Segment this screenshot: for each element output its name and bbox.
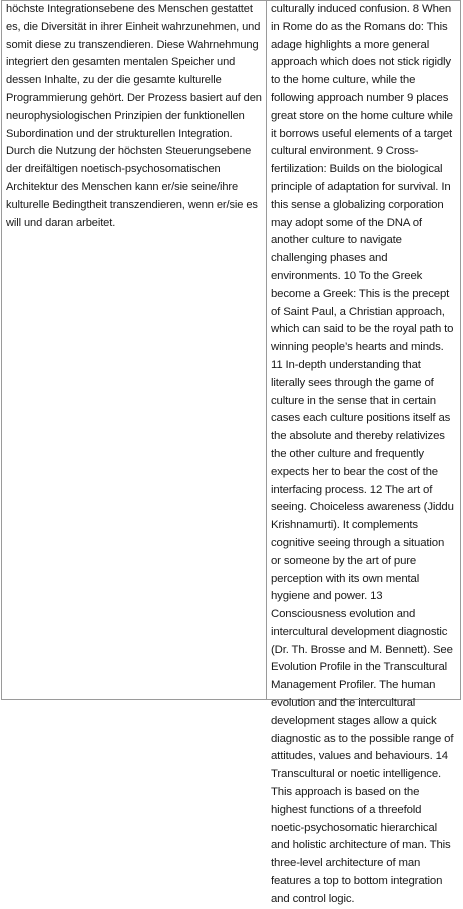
table-cell-right xyxy=(267,1,460,905)
left-cell-text: höchste Integrationsebene des Menschen gestattet es, die Diversität in ihrer Einheit wahrzunehmen, und somit diese zu transzendieren. Diese Wahrnehmung integriert den gesamten mentalen Speicher und dessen Inhalte, zu der die gesamte kulturelle Programmierung gehört. Der Prozess basiert auf den neurophysiologischen Prinzipien der funktionellen Subordination und der strukturellen Integration. Durch die Nutzung der höchsten Steuerungsebene der dreifältigen noetisch-psychosomatischen Architektur des Menschen kann er/sie seine/ihre kulturelle Bedingtheit transzendieren, wenn er/sie es will und daran arbeitet. xyxy=(6,3,262,229)
table-cell-left xyxy=(2,1,267,699)
right-cell-text: culturally induced confusion. 8 When in Rome do as the Romans do: This adage highlights a more general approach which does not stick rigidly to the home culture, while the following approach number 9 places great store on the home culture while it borrows useful elements of a target cultural environment. 9 Cross-fertilization: Builds on the biological principle of adaptation for survival. In this sense a globalizing corporation may adopt some of the DNA of another culture to navigate challenging phases and environments. 10 To the Greek become a Greek: This is the precept of Saint Paul, a Christian approach, which can said to be the royal path to winning people’s hearts and minds. 11 In-depth understanding that literally sees through the game of culture in the sense that in certain cases each culture positions itself as the absolute and thereby relativizes the other culture and frequently expects her to bear the cost of the interfacing process. 12 The art of seeing. Choiceless awareness (Jiddu Krishnamurti). It complements cognitive seeing through a situation or someone by the art of pure perception with its own mental hygiene and power. 13 Consciousness evolution and intercultural development diagnostic (Dr. Th. Brosse and M. Bennett). See Evolution Profile in the Transcultural Management Profiler. The human evolution and the intercultural development stages allow a quick diagnostic as to the possible range of attitudes, values and behaviours. 14 Transcultural or noetic intelligence. This approach is based on the highest functions of a threefold noetic-psychosomatic hierarchical and holistic architecture of man. This three-level architecture of man features a top to bottom integration and control logic. xyxy=(271,3,454,905)
document-table xyxy=(1,0,461,905)
